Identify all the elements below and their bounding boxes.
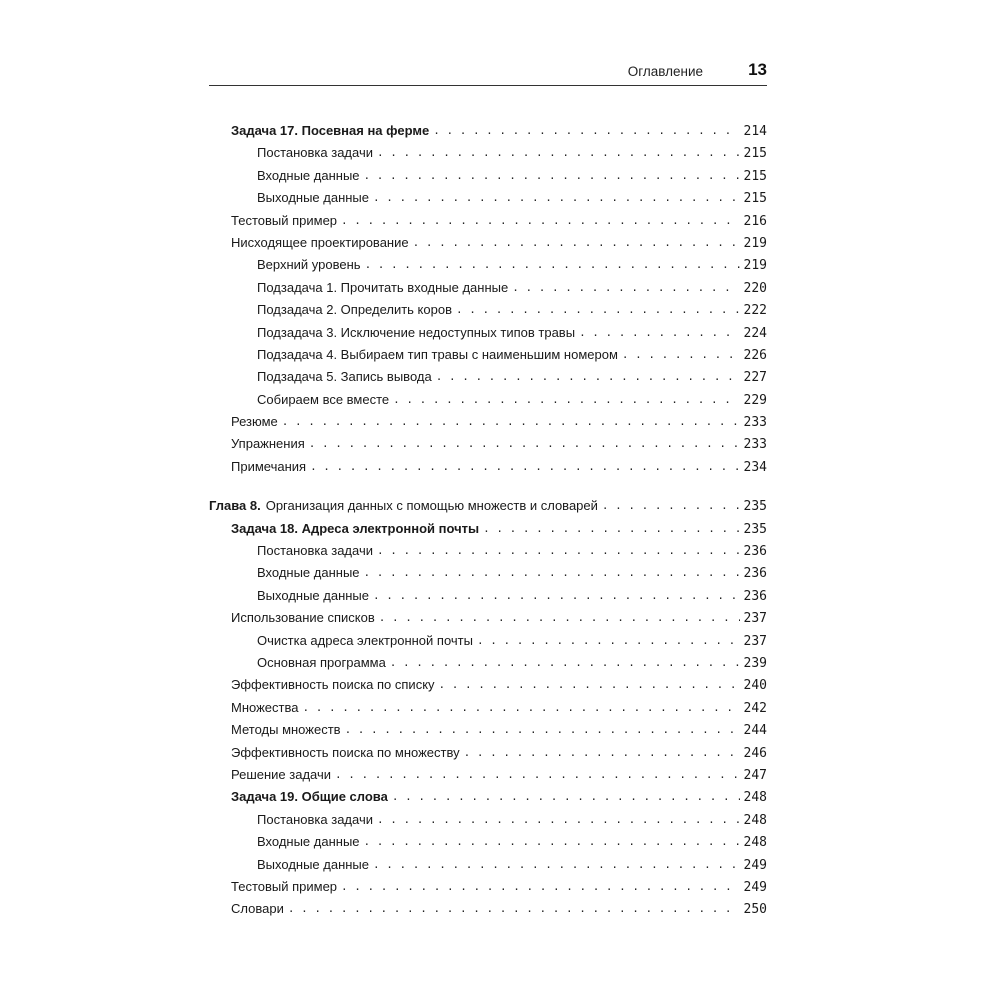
toc-entry-text: Подзадача 3. Исключение недоступных типов травы	[257, 324, 576, 340]
toc-chapter-entry	[209, 495, 767, 517]
toc-dot-leader	[377, 809, 740, 831]
toc-dot-leader	[364, 165, 740, 187]
toc-entry-text: Примечания	[231, 458, 307, 474]
toc-dot-leader	[341, 210, 739, 232]
toc-dot-leader	[282, 411, 740, 433]
toc-entry-page: 244	[743, 723, 767, 739]
toc-entry	[209, 433, 767, 455]
toc-entry-text: Входные данные	[257, 565, 360, 581]
toc-entry-text: Верхний уровень	[257, 257, 361, 273]
toc-entry-page: 248	[743, 790, 767, 806]
toc-entry	[209, 254, 767, 276]
toc-entry-page: 215	[743, 168, 767, 184]
toc-entry	[209, 389, 767, 411]
toc-entry-label	[257, 831, 360, 853]
toc-entry-page: 237	[743, 633, 767, 649]
toc-entry-text: Упражнения	[231, 436, 305, 452]
toc-entry-text: Задача 19. Общие слова	[231, 789, 388, 805]
toc-entry	[209, 456, 767, 478]
toc-dot-leader	[433, 120, 739, 142]
toc-entry-page: 247	[743, 767, 767, 783]
toc-dot-leader	[309, 433, 740, 455]
toc-entry	[209, 898, 767, 920]
toc-entry-text: Методы множеств	[231, 722, 341, 738]
toc-entry-label	[231, 719, 341, 741]
toc-entry-label	[231, 411, 278, 433]
page-number: 13	[748, 60, 767, 79]
toc-dot-leader	[390, 652, 740, 674]
toc-entry-text: Входные данные	[257, 167, 360, 183]
toc-entry	[209, 809, 767, 831]
toc-dot-leader	[512, 277, 739, 299]
toc-entry-page: 237	[743, 611, 767, 627]
toc-entry-page: 240	[743, 678, 767, 694]
toc-entry	[209, 142, 767, 164]
toc-entry-page: 248	[743, 835, 767, 851]
toc-entry	[209, 652, 767, 674]
toc-entry-page: 235	[743, 499, 767, 515]
running-header-title: Оглавление	[627, 64, 703, 79]
toc-entry-text: Тестовый пример	[231, 212, 338, 228]
toc-entry-label	[257, 322, 575, 344]
toc-entry-page: 233	[743, 415, 767, 431]
toc-dot-leader	[622, 344, 740, 366]
table-of-contents	[209, 120, 767, 921]
toc-entry	[209, 607, 767, 629]
toc-entry-label	[257, 344, 618, 366]
toc-entry-page: 226	[743, 347, 767, 363]
toc-entry-page: 233	[743, 437, 767, 453]
toc-entry-text: Организация данных с помощью множеств и словарей	[265, 498, 598, 514]
toc-entry-text: Выходные данные	[257, 190, 370, 206]
running-header	[209, 58, 767, 84]
toc-entry-label	[257, 652, 386, 674]
toc-dot-leader	[483, 518, 739, 540]
toc-entry-page: 224	[743, 325, 767, 341]
toc-entry-page: 214	[743, 124, 767, 139]
toc-entry-text: Использование списков	[231, 610, 375, 626]
toc-dot-leader	[477, 630, 740, 652]
toc-entry	[209, 120, 767, 142]
toc-entry-page: 248	[743, 812, 767, 828]
toc-dot-leader	[436, 366, 740, 388]
toc-entry	[209, 411, 767, 433]
toc-dot-leader	[393, 389, 739, 411]
toc-dot-leader	[364, 831, 740, 853]
toc-entry-text: Очистка адреса электронной почты	[257, 632, 473, 648]
toc-entry-label	[257, 254, 361, 276]
toc-dot-leader	[377, 142, 740, 164]
toc-entry-label	[257, 165, 360, 187]
toc-entry-page: 222	[743, 303, 767, 319]
toc-entry-text: Эффективность поиска по множеству	[231, 744, 460, 760]
toc-entry-text: Подзадача 2. Определить коров	[257, 302, 452, 318]
toc-entry	[209, 719, 767, 741]
toc-entry-label	[231, 518, 479, 540]
toc-entry-page: 235	[743, 521, 767, 537]
toc-entry-text: Выходные данные	[257, 587, 370, 603]
toc-entry	[209, 210, 767, 232]
toc-entry	[209, 674, 767, 696]
toc-entry	[209, 742, 767, 764]
toc-entry-page: 219	[743, 258, 767, 274]
toc-entry	[209, 344, 767, 366]
toc-entry-label	[257, 299, 452, 321]
toc-chapter-number: Глава 8.	[209, 498, 261, 514]
toc-dot-leader	[373, 187, 740, 209]
toc-dot-leader	[579, 322, 739, 344]
toc-entry	[209, 786, 767, 808]
toc-entry-page: 249	[743, 857, 767, 873]
toc-entry-page: 239	[743, 655, 767, 671]
toc-entry	[209, 299, 767, 321]
toc-entry-label	[257, 809, 373, 831]
toc-entry-label	[257, 187, 369, 209]
toc-entry-page: 250	[743, 902, 767, 918]
toc-entry-label	[257, 630, 473, 652]
toc-entry-label	[231, 120, 429, 142]
toc-entry-label	[209, 495, 598, 517]
toc-entry-page: 236	[743, 566, 767, 582]
toc-dot-leader	[456, 299, 740, 321]
toc-entry-label	[231, 607, 375, 629]
toc-entry-page: 216	[743, 213, 767, 229]
toc-entry-label	[257, 540, 373, 562]
toc-dot-leader	[439, 674, 740, 696]
toc-entry-text: Нисходящее проектирование	[231, 234, 409, 250]
toc-entry-text: Постановка задачи	[257, 543, 373, 559]
toc-entry	[209, 277, 767, 299]
toc-entry-text: Множества	[231, 699, 299, 715]
toc-dot-leader	[365, 254, 740, 276]
toc-entry-page: 229	[743, 392, 767, 408]
toc-entry-label	[231, 764, 331, 786]
toc-entry-label	[231, 742, 460, 764]
toc-entry-label	[257, 277, 508, 299]
toc-entry-label	[257, 562, 360, 584]
toc-entry	[209, 165, 767, 187]
toc-entry-label	[231, 876, 337, 898]
toc-entry-text: Подзадача 1. Прочитать входные данные	[257, 279, 509, 295]
toc-entry-text: Выходные данные	[257, 856, 370, 872]
toc-entry-text: Подзадача 4. Выбираем тип травы с наименьшим номером	[257, 346, 618, 362]
toc-entry-page: 249	[743, 879, 767, 895]
toc-entry-label	[257, 854, 369, 876]
toc-entry-text: Собираем все вместе	[257, 391, 390, 407]
toc-entry-label	[231, 433, 305, 455]
toc-entry-page: 236	[743, 544, 767, 560]
toc-entry-text: Постановка задачи	[257, 811, 373, 827]
toc-dot-leader	[288, 898, 740, 920]
toc-dot-leader	[373, 854, 740, 876]
toc-entry-page: 215	[743, 191, 767, 207]
toc-entry	[209, 518, 767, 540]
toc-entry	[209, 366, 767, 388]
toc-dot-leader	[377, 540, 740, 562]
toc-dot-leader	[392, 786, 740, 808]
toc-entry	[209, 322, 767, 344]
toc-entry-text: Тестовый пример	[231, 878, 338, 894]
toc-entry-label	[257, 389, 389, 411]
toc-dot-leader	[341, 876, 739, 898]
toc-entry	[209, 562, 767, 584]
toc-dot-leader	[302, 697, 739, 719]
toc-entry-page: 242	[743, 700, 767, 716]
toc-entry-page: 227	[743, 370, 767, 386]
toc-entry	[209, 697, 767, 719]
toc-entry-page: 234	[743, 459, 767, 475]
toc-dot-leader	[310, 456, 739, 478]
toc-entry-text: Словари	[231, 901, 284, 917]
toc-dot-leader	[373, 585, 740, 607]
toc-entry-page: 246	[743, 745, 767, 761]
toc-entry-text: Подзадача 5. Запись вывода	[257, 369, 432, 385]
toc-entry-label	[231, 456, 306, 478]
toc-entry-text: Основная программа	[257, 654, 386, 670]
toc-entry-label	[231, 898, 284, 920]
toc-entry-label	[231, 674, 435, 696]
toc-dot-leader	[464, 742, 740, 764]
toc-dot-leader	[345, 719, 740, 741]
toc-entry-label	[257, 366, 432, 388]
toc-entry-label	[257, 142, 373, 164]
toc-entry	[209, 831, 767, 853]
toc-entry-text: Задача 17. Посевная на ферме	[231, 123, 430, 138]
toc-dot-leader	[602, 495, 740, 517]
toc-entry-text: Решение задачи	[231, 766, 332, 782]
toc-entry-text: Постановка задачи	[257, 145, 373, 161]
toc-entry-label	[231, 786, 388, 808]
toc-entry	[209, 585, 767, 607]
toc-entry-text: Входные данные	[257, 834, 360, 850]
toc-dot-leader	[364, 562, 740, 584]
toc-entry-text: Резюме	[231, 414, 278, 430]
toc-entry	[209, 232, 767, 254]
toc-entry-page: 236	[743, 588, 767, 604]
toc-entry-page: 219	[743, 235, 767, 251]
toc-dot-leader	[335, 764, 739, 786]
header-divider	[209, 85, 767, 86]
toc-entry-page: 220	[743, 280, 767, 296]
toc-dot-leader	[413, 232, 740, 254]
toc-entry	[209, 876, 767, 898]
toc-dot-leader	[379, 607, 740, 629]
toc-entry	[209, 630, 767, 652]
toc-entry-label	[231, 697, 298, 719]
toc-entry-page: 215	[743, 146, 767, 162]
toc-entry-label	[257, 585, 369, 607]
toc-entry-text: Задача 18. Адреса электронной почты	[231, 520, 480, 536]
toc-entry	[209, 764, 767, 786]
toc-entry	[209, 187, 767, 209]
toc-entry	[209, 540, 767, 562]
toc-entry-label	[231, 210, 337, 232]
toc-entry-text: Эффективность поиска по списку	[231, 677, 435, 693]
toc-entry-label	[231, 232, 409, 254]
toc-entry	[209, 854, 767, 876]
